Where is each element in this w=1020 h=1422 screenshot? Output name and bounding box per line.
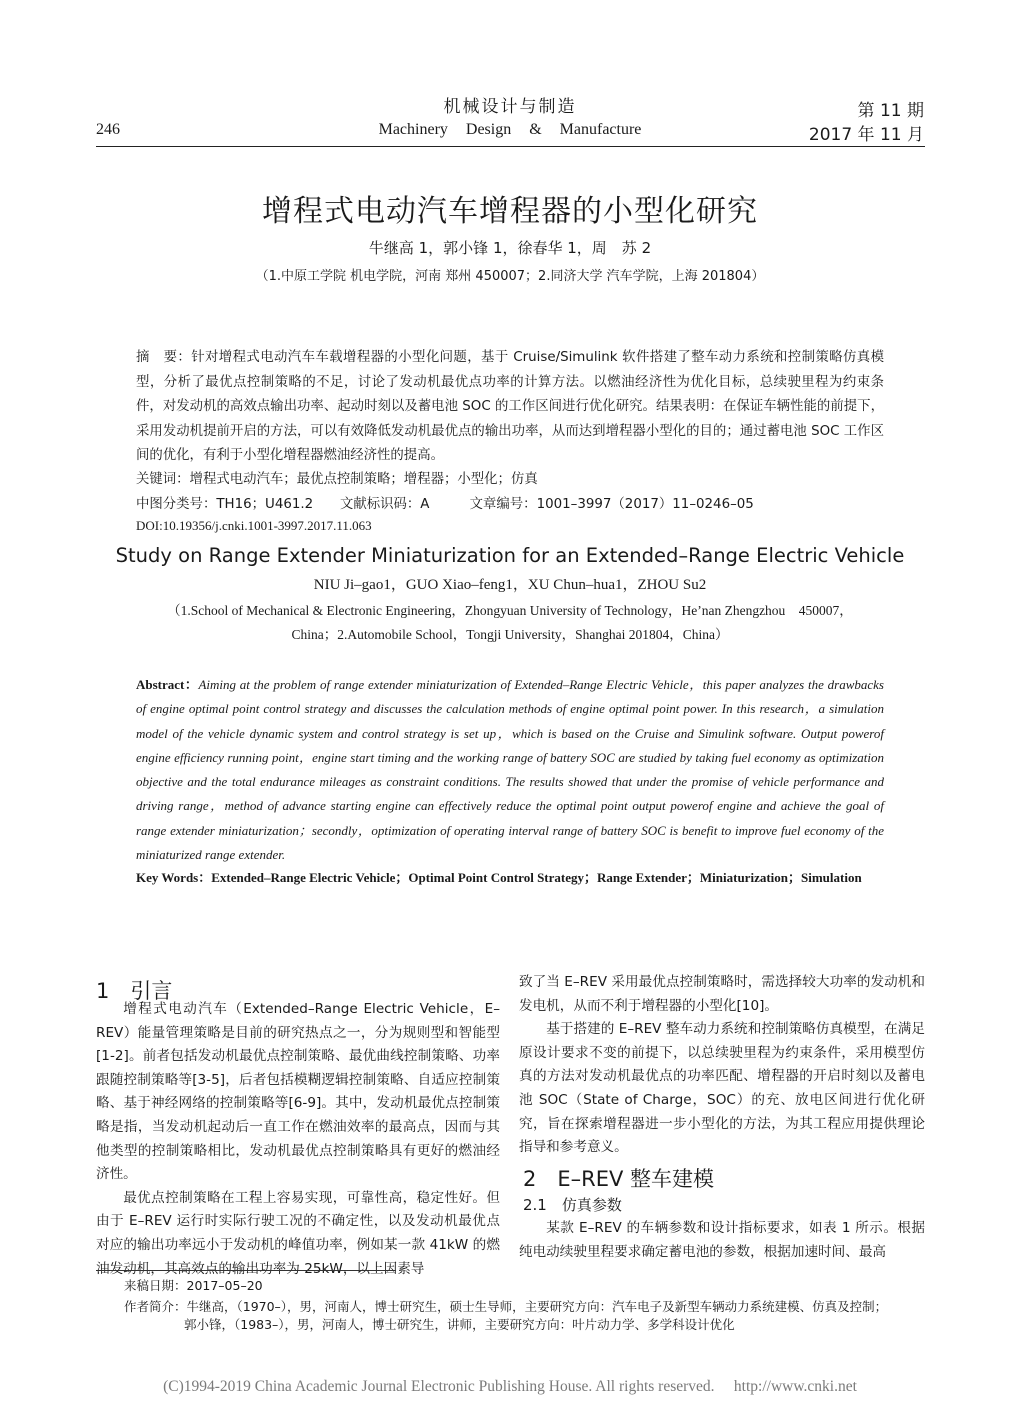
footnote-author-2: 郭小锋，（1983–），男，河南人，博士研究生，讲师，主要研究方向：叶片动力学、多学科设计优化 xyxy=(184,1317,735,1332)
footnote-author-1: 作者简介：牛继高，（1970–），男，河南人，博士研究生，硕士生导师，主要研究方向：汽车电子及新型车辆动力系统建模、仿真及控制； xyxy=(124,1299,888,1314)
left-column xyxy=(96,998,500,1281)
authors-cn: 牛继高 1，郭小锋 1，徐春华 1，周 苏 2 xyxy=(368,239,652,257)
page-number: 246 xyxy=(96,121,120,138)
intro-paragraph-2: 最优点控制策略在工程上容易实现，可靠性高，稳定性好。但由于 E–REV 运行时实际行驶工况的不确定性，以及发动机最优点对应的输出功率远小于发动机的峰值功率，例如某一款 41kW 的燃油发动机，其高效点的输出功率为 25kW，以上因素导 xyxy=(96,1189,500,1277)
abstract-en-label: Abstract： xyxy=(136,677,199,692)
footnote-divider xyxy=(96,1270,396,1271)
affiliation-en-line2: China；2.Automobile School，Tongji University，Shanghai 201804，China） xyxy=(291,627,729,642)
section-2-1-heading: 2.1 仿真参数 xyxy=(523,1196,622,1214)
copyright-notice: (C)1994-2019 China Academic Journal Electronic Publishing House. All rights reserved. http://www.cnki.net xyxy=(163,1378,857,1395)
affiliation-cn: （1.中原工学院 机电学院，河南 郑州 450007；2.同济大学 汽车学院，上海 201804） xyxy=(255,269,765,284)
doi: DOI:10.19356/j.cnki.1001-3997.2017.11.063 xyxy=(136,518,372,533)
paper-title-cn: 增程式电动汽车增程器的小型化研究 xyxy=(262,194,758,229)
issue-number: 第 11 期 xyxy=(857,101,924,121)
abstract-cn: 摘 要：针对增程式电动汽车车载增程器的小型化问题，基于 Cruise/Simulink 软件搭建了整车动力系统和控制策略仿真模型，分析了最优点控制策略的不足，讨论了发动机最优点功率的计算方法。以燃油经济性为优化目标，总续驶里程为约束条件，对发动机的高效点输出功率、起动时刻以及蓄电池 SOC 的工作区间进行优化研究。结果表明：在保证车辆性能的前提下，采用发动机提前开启的方法，可以有效降低发动机最优点的输出功率，从而达到增程器小型化的目的；通过蓄电池 SOC 工作区间的优化，有利于小型化增程器燃油经济性的提高。 xyxy=(136,350,884,463)
paper-title-en: Study on Range Extender Miniaturization for an Extended–Range Electric Vehicle xyxy=(115,544,905,567)
right-column-top xyxy=(519,971,925,1160)
authors-en: NIU Ji–gao1，GUO Xiao–feng1，XU Chun–hua1，ZHOU Su2 xyxy=(313,577,707,593)
classification-cn: 中图分类号：TH16；U461.2 文献标识码：A 文章编号：1001–3997（2017）11–0246–05 xyxy=(136,497,754,512)
header-divider xyxy=(96,146,925,147)
issue-date: 2017 年 11 月 xyxy=(808,125,924,145)
journal-title-en: Machinery Design & Manufacture xyxy=(378,121,642,138)
affiliation-en-line1: （1.School of Mechanical & Electronic Engineering，Zhongyuan University of Technology，He’nan Zhengzhou 450007， xyxy=(167,603,853,618)
right-paragraph-3: 某款 E–REV 的车辆参数和设计指标要求，如表 1 所示。根据纯电动续驶里程要求确定蓄电池的参数，根据加速时间、最高 xyxy=(519,1220,925,1260)
abstract-en xyxy=(136,673,884,867)
keywords-en: Key Words：Extended–Range Electric Vehicle；Optimal Point Control Strategy；Range Extender；Miniaturization；Simulation xyxy=(136,870,862,885)
footnote-received: 来稿日期：2017–05–20 xyxy=(124,1278,263,1293)
right-paragraph-2: 基于搭建的 E–REV 整车动力系统和控制策略仿真模型，在满足原设计要求不变的前提下，以总续驶里程为约束条件，采用模型仿真的方法对发动机最优点的功率匹配、增程器的开启时刻以及蓄电池 SOC（State of Charge，SOC）的充、放电区间进行优化研究，旨在探索增程器进一步小型化的方法，为其工程应用提供理论指导和参考意义。 xyxy=(519,1021,925,1156)
journal-title-cn: 机械设计与制造 xyxy=(443,97,577,117)
intro-paragraph: 增程式电动汽车（Extended–Range Electric Vehicle，E–REV）能量管理策略是目前的研究热点之一，分为规则型和智能型[1-2]。前者包括发动机最优点控制策略、最优曲线控制策略、功率跟随控制策略等[3-5]，后者包括模糊逻辑控制策略、自适应控制策略、基于神经网络的控制策略等[6-9]。其中，发动机最优点控制策略是指，当发动机起动后一直工作在燃油效率的最高点，因而与其他类型的控制策略相比，发动机最优点控制策略具有更好的燃油经济性。 xyxy=(96,1001,500,1183)
keywords-cn: 关键词：增程式电动汽车；最优点控制策略；增程器；小型化；仿真 xyxy=(136,472,538,487)
right-column-bottom xyxy=(519,1217,925,1264)
abstract-en-text: Aiming at the problem of range extender miniaturization of Extended–Range Electric Vehicle，this paper analyzes the drawbacks of engine optimal point control strategy and discusses the calculation methods of engine optimal point power. In this research，a simulation model of the vehicle dynamic system and control strategy is set up，which is based on the Cruise and Simulink software. Output powerof engine efficiency running point，engine start timing and the working range of battery SOC are studied by taking fuel economy as optimization objective and the total endurance mileages as constraint conditions. The results showed that under the promise of vehicle performance and driving range，method of advance starting engine can effectively reduce the optimal point output powerof engine and achieve the goal of range extender miniaturization；secondly，optimization of operating interval range of battery SOC is benefit to improve fuel economy of the miniaturized range extender. xyxy=(136,677,884,863)
right-paragraph-1: 致了当 E–REV 采用最优点控制策略时，需选择较大功率的发动机和发电机，从而不利于增程器的小型化[10]。 xyxy=(519,974,925,1014)
section-2-heading: 2 E–REV 整车建模 xyxy=(523,1167,715,1191)
section-1-heading: 1 引言 xyxy=(96,979,173,1003)
